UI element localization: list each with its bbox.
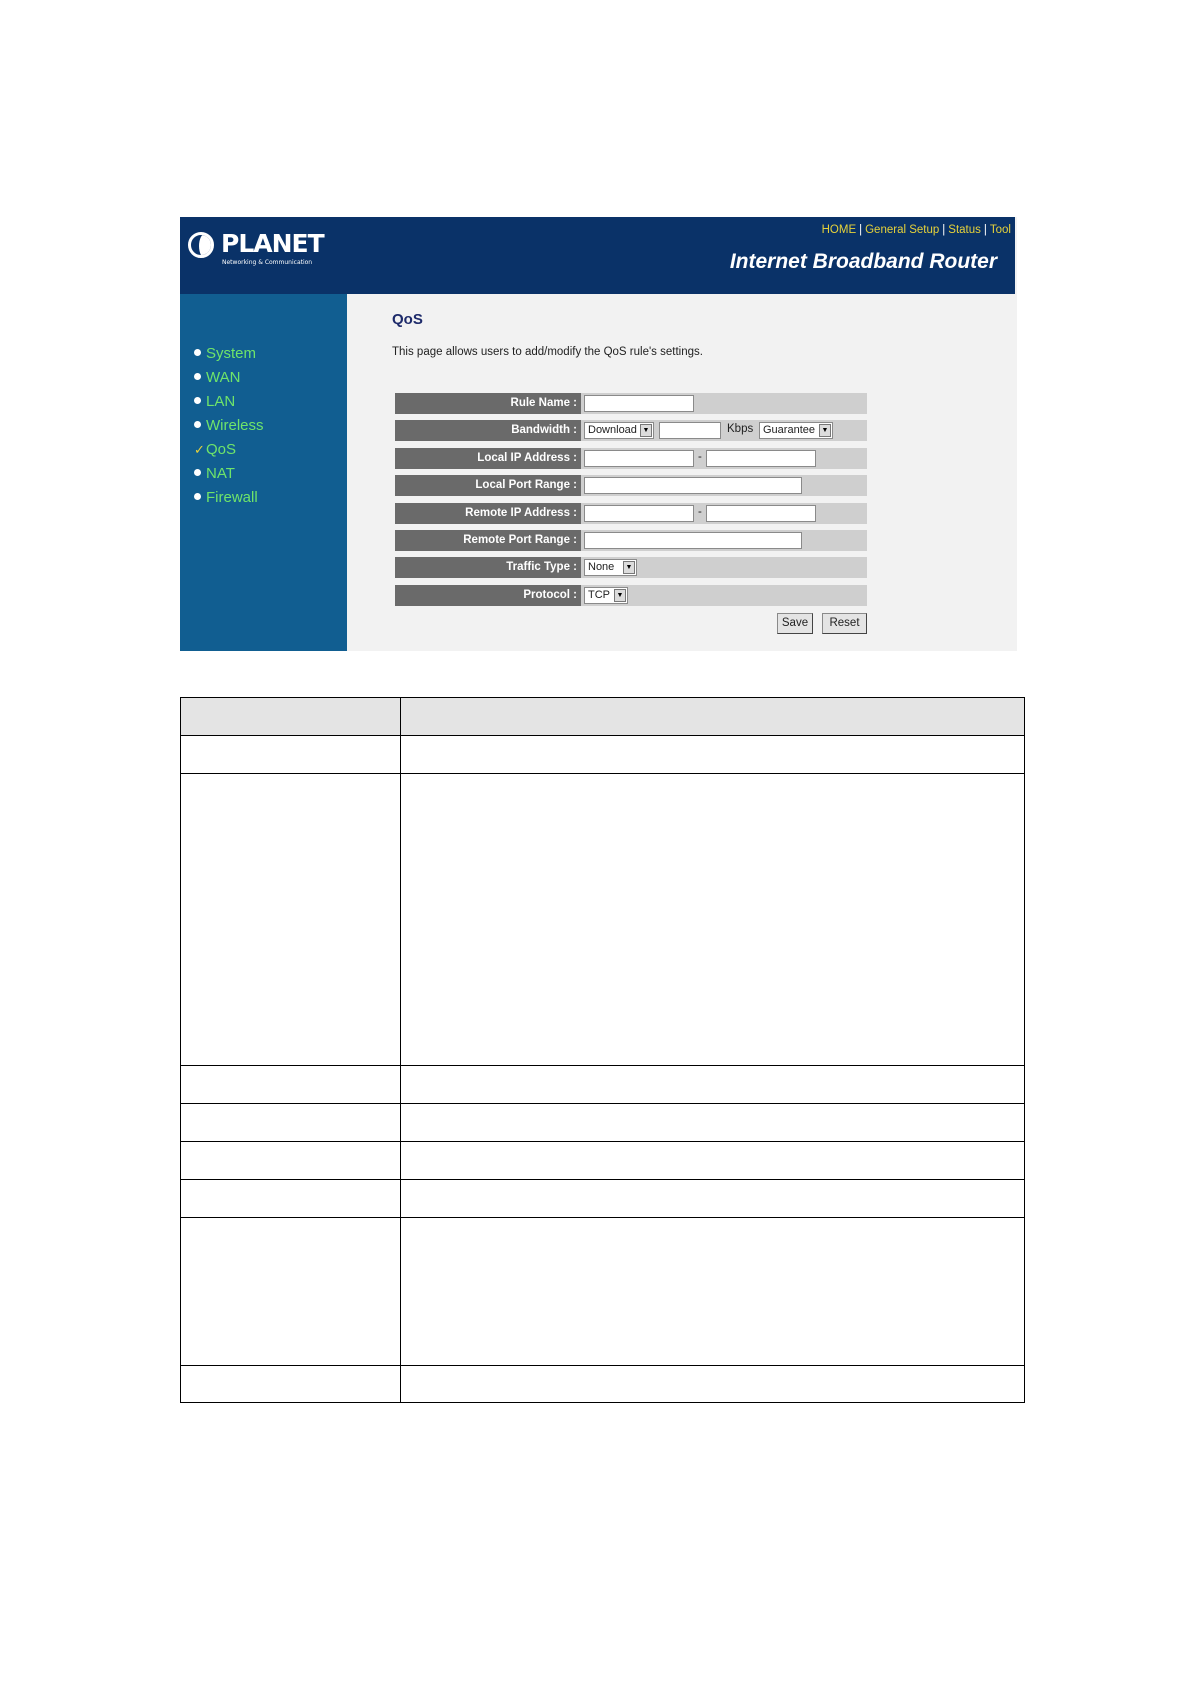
table-row xyxy=(181,1218,1025,1366)
table-cell xyxy=(401,1218,1025,1366)
traffic-type-label: Traffic Type : xyxy=(395,557,581,578)
bandwidth-mode-value: Guarantee xyxy=(763,424,815,436)
bullet-icon xyxy=(194,421,201,428)
traffic-type-select[interactable] xyxy=(584,559,637,576)
table-header-cell xyxy=(181,698,401,736)
protocol-select[interactable] xyxy=(584,587,628,604)
header-banner xyxy=(180,217,1015,294)
table-cell xyxy=(401,774,1025,1066)
bandwidth-input[interactable] xyxy=(659,422,721,439)
nav-tool-link[interactable]: Tool xyxy=(989,224,1011,236)
local-ip-label: Local IP Address : xyxy=(395,448,581,469)
sidebar-item-label: QoS xyxy=(206,441,237,458)
table-cell xyxy=(181,1104,401,1142)
local-port-label: Local Port Range : xyxy=(395,475,581,496)
table-cell xyxy=(181,774,401,1066)
save-button[interactable]: Save xyxy=(777,613,813,634)
table-row xyxy=(181,1366,1025,1403)
remote-port-label: Remote Port Range : xyxy=(395,530,581,551)
bandwidth-direction-select[interactable] xyxy=(584,422,654,439)
remote-port-row xyxy=(395,530,867,551)
nav-status-link[interactable]: Status xyxy=(948,224,981,236)
sidebar-item-wireless[interactable] xyxy=(194,414,264,438)
bandwidth-row xyxy=(395,420,867,441)
remote-ip-to-input[interactable] xyxy=(706,505,816,522)
ip-range-separator: - xyxy=(698,506,702,518)
rule-name-input[interactable] xyxy=(584,395,694,412)
form-actions xyxy=(347,613,1015,635)
router-screenshot xyxy=(180,217,1017,651)
nav-separator: | xyxy=(942,224,946,236)
local-ip-to-input[interactable] xyxy=(706,450,816,467)
table-row xyxy=(181,1142,1025,1180)
table-cell xyxy=(181,1066,401,1104)
table-cell xyxy=(181,1142,401,1180)
nav-general-setup-link[interactable]: General Setup xyxy=(865,224,940,236)
sidebar-menu xyxy=(194,342,264,510)
sidebar-item-lan[interactable] xyxy=(194,390,264,414)
logo-globe-icon xyxy=(188,232,214,258)
planet-logo[interactable] xyxy=(188,229,324,274)
remote-ip-from-input[interactable] xyxy=(584,505,694,522)
table-cell xyxy=(401,1104,1025,1142)
bullet-icon xyxy=(194,373,201,380)
sidebar-item-label: LAN xyxy=(206,393,236,410)
table-cell xyxy=(401,1066,1025,1104)
dropdown-arrow-icon: ▼ xyxy=(640,424,652,437)
bandwidth-direction-value: Download xyxy=(588,424,637,436)
table-cell xyxy=(181,1366,401,1403)
local-port-input[interactable] xyxy=(584,477,802,494)
table-row xyxy=(181,1066,1025,1104)
table-header-cell xyxy=(401,698,1025,736)
bullet-icon xyxy=(194,397,201,404)
sidebar-item-label: NAT xyxy=(206,465,235,482)
sidebar-item-wan[interactable] xyxy=(194,366,264,390)
table-cell xyxy=(181,1180,401,1218)
table-cell xyxy=(401,1180,1025,1218)
checkmark-icon: ✓ xyxy=(194,442,205,457)
nav-home-link[interactable]: HOME xyxy=(821,224,857,236)
table-row xyxy=(181,1180,1025,1218)
dropdown-arrow-icon: ▼ xyxy=(819,424,831,437)
page-title: QoS xyxy=(392,311,423,328)
logo-wordmark: PLANET xyxy=(221,229,324,258)
table-cell xyxy=(401,736,1025,774)
bandwidth-label: Bandwidth : xyxy=(395,420,581,441)
nav-separator: | xyxy=(983,224,987,236)
sidebar xyxy=(180,294,347,651)
page-description: This page allows users to add/modify the QoS rule's settings. xyxy=(392,346,703,358)
local-ip-row xyxy=(395,448,867,469)
traffic-type-row xyxy=(395,557,867,578)
reset-button[interactable]: Reset xyxy=(822,613,867,634)
sidebar-item-nat[interactable] xyxy=(194,462,264,486)
sidebar-item-qos[interactable] xyxy=(194,438,264,462)
product-title: Internet Broadband Router xyxy=(729,250,997,273)
main-content xyxy=(347,294,1015,651)
bandwidth-unit: Kbps xyxy=(727,423,754,435)
logo-tagline: Networking & Communication xyxy=(222,259,313,266)
local-port-row xyxy=(395,475,867,496)
remote-ip-row xyxy=(395,503,867,524)
bullet-icon xyxy=(194,469,201,476)
table-cell xyxy=(401,1366,1025,1403)
bullet-icon xyxy=(194,493,201,500)
description-table xyxy=(180,697,1025,1403)
traffic-type-value: None xyxy=(588,561,615,573)
local-ip-from-input[interactable] xyxy=(584,450,694,467)
nav-separator: | xyxy=(859,224,863,236)
table-row xyxy=(181,736,1025,774)
table-header-row xyxy=(181,698,1025,736)
top-nav xyxy=(822,224,1011,236)
protocol-row xyxy=(395,585,867,606)
sidebar-item-label: Wireless xyxy=(206,417,264,434)
bullet-icon xyxy=(194,349,201,356)
rule-name-row xyxy=(395,393,867,414)
protocol-label: Protocol : xyxy=(395,585,581,606)
table-cell xyxy=(401,1142,1025,1180)
sidebar-item-label: Firewall xyxy=(206,489,258,506)
remote-port-input[interactable] xyxy=(584,532,802,549)
sidebar-item-firewall[interactable] xyxy=(194,486,264,510)
sidebar-item-label: WAN xyxy=(206,369,241,386)
dropdown-arrow-icon: ▼ xyxy=(623,561,635,574)
sidebar-item-system[interactable] xyxy=(194,342,264,366)
rule-name-label: Rule Name : xyxy=(395,393,581,414)
table-cell xyxy=(181,736,401,774)
dropdown-arrow-icon: ▼ xyxy=(614,589,626,602)
bandwidth-mode-select[interactable] xyxy=(759,422,833,439)
sidebar-item-label: System xyxy=(206,345,257,362)
ip-range-separator: - xyxy=(698,451,702,463)
table-row xyxy=(181,774,1025,1066)
protocol-value: TCP xyxy=(588,589,610,601)
remote-ip-label: Remote IP Address : xyxy=(395,503,581,524)
table-cell xyxy=(181,1218,401,1366)
table-row xyxy=(181,1104,1025,1142)
